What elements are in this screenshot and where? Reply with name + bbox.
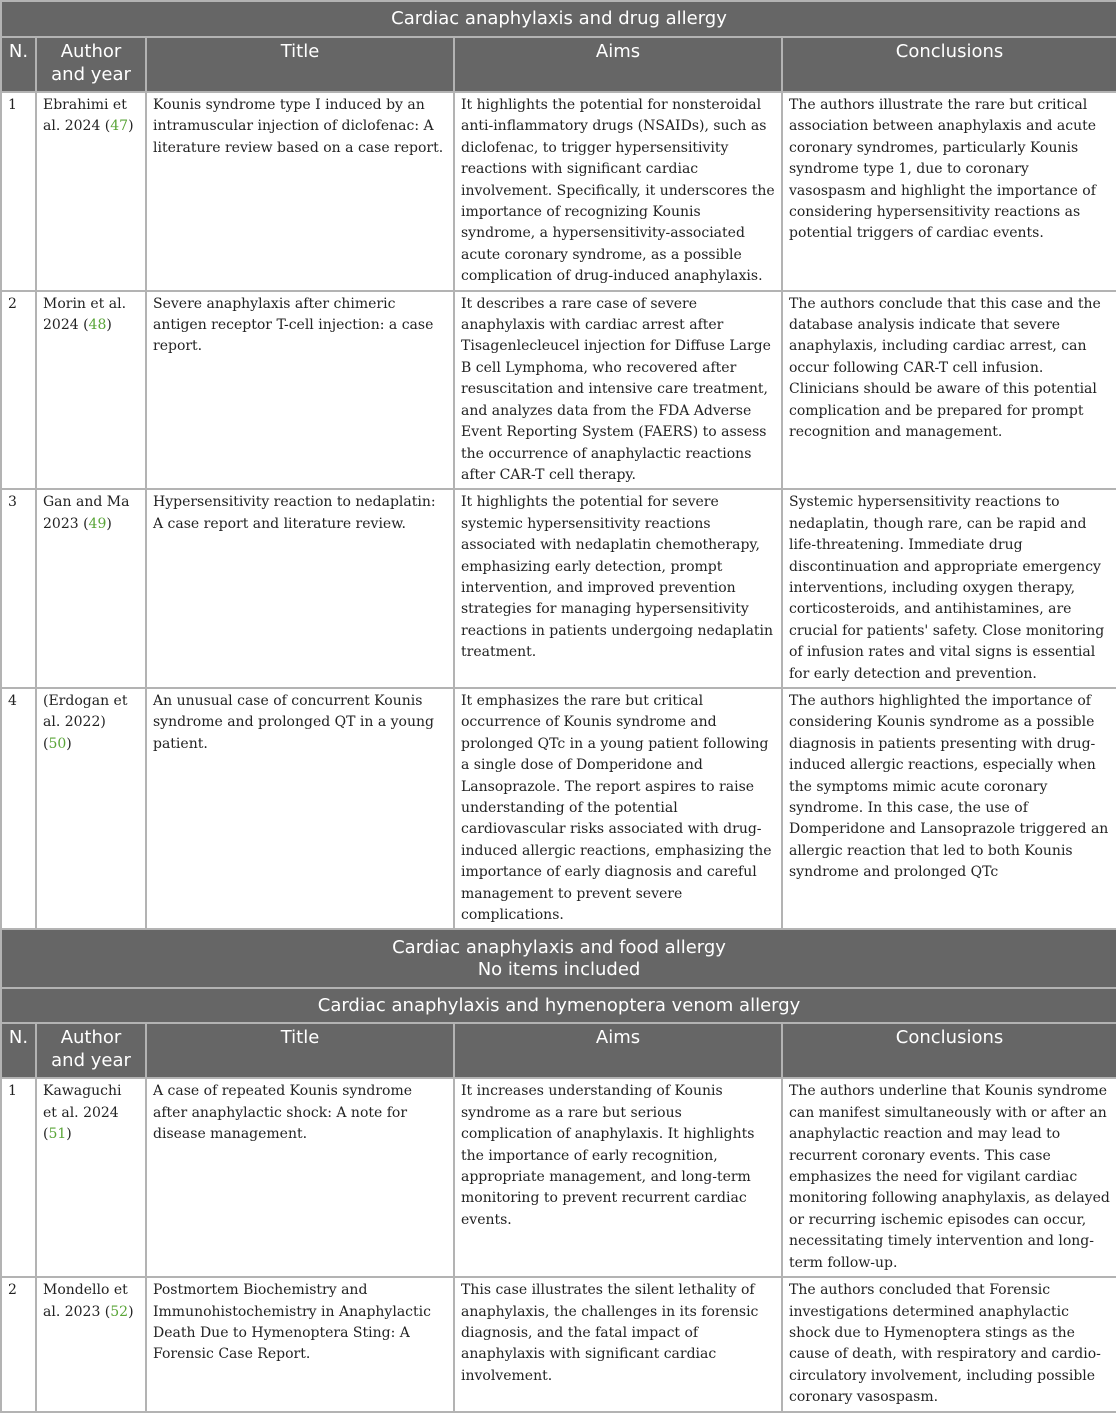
- row-aims: This case illustrates the silent lethality of anaphylaxis, the challenges in its forensic diagnosis, and the fatal impact of anaphylaxis with significant cardiac involvement.: [454, 1277, 782, 1411]
- author-text-end: ): [128, 1303, 134, 1320]
- row-conclusions: The authors highlighted the importance of considering Kounis syndrome as a possible diagnosis in patients presenting with drug-induced allergic reactions, especially when the symptoms mimic acute coronary syndrome. In this case, the use of Domperidone and Lansoprazole triggered an allergic reaction that led to both Kounis syndrome and prolonged QTc: [782, 688, 1116, 929]
- row-number: 1: [1, 1078, 36, 1277]
- row-title: Kounis syndrome type I induced by an intramuscular injection of diclofenac: A literature review based on a case report.: [146, 92, 454, 291]
- author-text: Morin et al. 2024 (: [43, 295, 127, 334]
- table-row: [1, 489, 1116, 688]
- author-text-end: ): [66, 1126, 72, 1143]
- col-header-conclusions: Conclusions: [782, 37, 1116, 92]
- row-title: Severe anaphylaxis after chimeric antigen receptor T-cell injection: a case report.: [146, 291, 454, 490]
- col-header-author: [36, 1023, 146, 1078]
- author-text-end: ): [106, 317, 112, 334]
- reference-link[interactable]: 51: [48, 1126, 67, 1143]
- author-text: Ebrahimi et al. 2024 (: [43, 97, 127, 135]
- row-conclusions: The authors conclude that this case and the database analysis indicate that severe anaphylaxis, including cardiac arrest, can occur following CAR-T cell infusion. Clinicians should be aware of this potential complication and be prepared for prompt recognition and management.: [782, 291, 1116, 490]
- col-header-author-line2: and year: [51, 1050, 131, 1072]
- col-header-author-line2: and year: [51, 64, 131, 85]
- row-aims: It emphasizes the rare but critical occurrence of Kounis syndrome and prolonged QTc in a young patient following a single dose of Domperidone and Lansoprazole. The report aspires to raise understanding of the potential cardiovascular risks associated with drug-induced allergic reactions, emphasizing the importance of early diagnosis and careful management to prevent severe complications.: [454, 688, 782, 929]
- col-header-title: Title: [146, 1023, 454, 1078]
- row-author: [36, 489, 146, 688]
- table-row: [1, 1078, 1116, 1277]
- author-text-end: ): [66, 735, 72, 752]
- row-aims: It highlights the potential for nonsteroidal anti-inflammatory drugs (NSAIDs), such as diclofenac, to trigger hypersensitivity reactions with significant cardiac involvement. Specifically, it underscores the importance of recognizing Kounis syndrome, a hypersensitivity-associated acute coronary syndrome, as a possible complication of drug-induced anaphylaxis.: [454, 92, 782, 291]
- section-note: No items included: [477, 958, 641, 980]
- reference-link[interactable]: 47: [110, 118, 129, 135]
- table-row: [1, 291, 1116, 490]
- reference-link[interactable]: 48: [88, 317, 107, 334]
- col-header-author: [36, 37, 146, 92]
- col-header-aims: Aims: [454, 37, 782, 92]
- section-header-food: [1, 929, 1116, 988]
- author-text: Kawaguchi et al. 2024 (: [43, 1083, 122, 1143]
- row-number: 2: [1, 1277, 36, 1411]
- section-header-drug: [1, 1, 1116, 37]
- row-number: 2: [1, 291, 36, 490]
- row-conclusions: The authors illustrate the rare but critical association between anaphylaxis and acute coronary syndromes, particularly Kounis syndrome type 1, due to coronary vasospasm and highlight the importance of considering hypersensitivity reactions as potential triggers of cardiac events.: [782, 92, 1116, 291]
- reference-link[interactable]: 49: [88, 515, 107, 532]
- author-text-end: ): [128, 118, 134, 135]
- col-header-author-line1: Author: [60, 1027, 122, 1049]
- section-title: [1, 929, 1116, 988]
- col-header-n: N.: [1, 37, 36, 92]
- author-text-end: ): [106, 515, 112, 532]
- row-title: Hypersensitivity reaction to nedaplatin: A case report and literature review.: [146, 489, 454, 688]
- reference-link[interactable]: 50: [48, 735, 67, 752]
- table-row: [1, 1277, 1116, 1411]
- row-author: [36, 688, 146, 929]
- row-title: An unusual case of concurrent Kounis syndrome and prolonged QT in a young patient.: [146, 688, 454, 929]
- section-header-venom: [1, 988, 1116, 1023]
- row-author: [36, 1277, 146, 1411]
- col-header-n: N.: [1, 1023, 36, 1078]
- col-header-author-line1: Author: [60, 41, 122, 62]
- row-author: [36, 291, 146, 490]
- section-title: Cardiac anaphylaxis and hymenoptera venom allergy: [1, 988, 1116, 1023]
- row-aims: It highlights the potential for severe systemic hypersensitivity reactions associated with nedaplatin chemotherapy, emphasizing early detection, prompt intervention, and improved prevention strategies for managing hypersensitivity reactions in patients undergoing nedaplatin treatment.: [454, 489, 782, 688]
- author-text: Gan and Ma 2023 (: [43, 494, 130, 532]
- column-header-row: [1, 37, 1116, 92]
- author-text: (Erdogan et al. 2022) (: [43, 692, 128, 752]
- col-header-conclusions: Conclusions: [782, 1023, 1116, 1078]
- row-conclusions: Systemic hypersensitivity reactions to nedaplatin, though rare, can be rapid and life-threatening. Immediate drug discontinuation and appropriate emergency interventions, including oxygen therapy, corticosteroids, and antihistamines, are crucial for patients' safety. Close monitoring of infusion rates and vital signs is essential for early detection and prevention.: [782, 489, 1116, 688]
- col-header-aims: Aims: [454, 1023, 782, 1078]
- row-author: [36, 92, 146, 291]
- row-aims: It increases understanding of Kounis syndrome as a rare but serious complication of anaphylaxis. It highlights the importance of early recognition, appropriate management, and long-term monitoring to prevent recurrent cardiac events.: [454, 1078, 782, 1277]
- reference-link[interactable]: 52: [110, 1303, 129, 1320]
- table-row: [1, 92, 1116, 291]
- row-author: [36, 1078, 146, 1277]
- row-number: 3: [1, 489, 36, 688]
- row-aims: It describes a rare case of severe anaphylaxis with cardiac arrest after Tisagenlecleucel injection for Diffuse Large B cell Lymphoma, who recovered after resuscitation and intensive care treatment, and analyzes data from the FDA Adverse Event Reporting System (FAERS) to assess the occurrence of anaphylactic reactions after CAR-T cell therapy.: [454, 291, 782, 490]
- section-title: Cardiac anaphylaxis and drug allergy: [1, 1, 1116, 37]
- row-number: 4: [1, 688, 36, 929]
- row-conclusions: The authors underline that Kounis syndrome can manifest simultaneously with or after an anaphylactic reaction and may lead to recurrent coronary events. This case emphasizes the need for vigilant cardiac monitoring following anaphylaxis, as delayed or recurring ischemic episodes can occur, necessitating timely intervention and long-term follow-up.: [782, 1078, 1116, 1277]
- row-number: 1: [1, 92, 36, 291]
- section-title-food: Cardiac anaphylaxis and food allergy: [392, 936, 726, 958]
- author-text: Mondello et al. 2023 (: [43, 1282, 128, 1320]
- col-header-title: Title: [146, 37, 454, 92]
- column-header-row: [1, 1023, 1116, 1078]
- row-title: A case of repeated Kounis syndrome after anaphylactic shock: A note for disease management.: [146, 1078, 454, 1277]
- row-conclusions: The authors concluded that Forensic investigations determined anaphylactic shock due to Hymenoptera stings as the cause of death, with respiratory and cardio-circulatory involvement, including possible coronary vasospasm.: [782, 1277, 1116, 1411]
- row-title: Postmortem Biochemistry and Immunohistochemistry in Anaphylactic Death Due to Hymenoptera Sting: A Forensic Case Report.: [146, 1277, 454, 1411]
- table-row: [1, 688, 1116, 929]
